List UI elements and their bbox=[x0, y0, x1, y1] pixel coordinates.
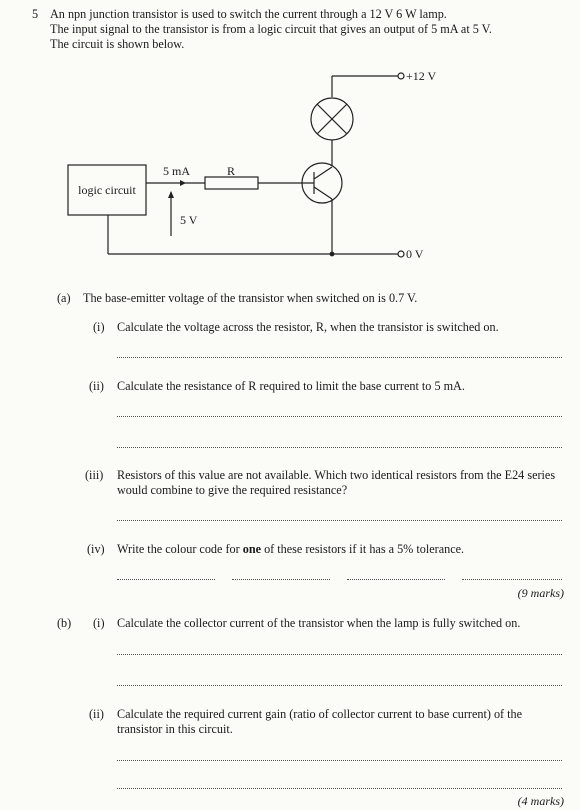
part-a-iv-text-bold: one bbox=[242, 542, 262, 556]
part-a-iv-text-pre: Write the colour code for bbox=[117, 542, 243, 556]
part-a-iv-number: (iv) bbox=[87, 542, 105, 556]
voltage-arrowhead-icon bbox=[168, 191, 174, 198]
part-b-ii-text-line-1: Calculate the required current gain (ratio of collector current to base current) of the bbox=[117, 707, 523, 721]
part-a-ii-text: Calculate the resistance of R required to limit the base current to 5 mA. bbox=[117, 379, 465, 393]
voltage-label: 5 V bbox=[180, 213, 198, 227]
answer-line-a-ii-1[interactable] bbox=[117, 416, 562, 417]
part-b-i-number: (i) bbox=[93, 616, 105, 630]
circuit-diagram bbox=[0, 0, 580, 280]
logic-circuit-label: logic circuit bbox=[78, 183, 136, 197]
junction-dot bbox=[330, 252, 335, 257]
answer-line-b-i-1[interactable] bbox=[117, 654, 562, 655]
question-number: 5 bbox=[32, 7, 39, 21]
part-a-iv-text-post: of these resistors if it has a 5% tolerance. bbox=[261, 542, 465, 556]
part-a-label: (a) bbox=[57, 291, 71, 305]
current-arrow-icon bbox=[180, 180, 186, 186]
ground-terminal bbox=[398, 251, 404, 257]
part-a-i-number: (i) bbox=[93, 320, 105, 334]
resistor-label: R bbox=[227, 164, 236, 178]
answer-line-a-iv-band-4[interactable] bbox=[462, 579, 562, 580]
question-intro-line-2: The input signal to the transistor is from a logic circuit that gives an output of 5 mA at 5 V. bbox=[50, 22, 492, 36]
answer-line-a-iv-band-1[interactable] bbox=[117, 579, 215, 580]
part-a-iii-text-line-2: would combine to give the required resistance? bbox=[117, 483, 348, 497]
answer-line-a-iv-band-3[interactable] bbox=[347, 579, 445, 580]
current-label: 5 mA bbox=[163, 164, 190, 178]
ground-label: 0 V bbox=[406, 247, 424, 261]
part-a-stem: The base-emitter voltage of the transistor when switched on is 0.7 V. bbox=[83, 291, 418, 305]
part-b-ii-number: (ii) bbox=[89, 707, 104, 721]
question-intro-line-3: The circuit is shown below. bbox=[50, 37, 185, 51]
part-a-iv-text bbox=[117, 542, 464, 556]
part-b-marks: (4 marks) bbox=[517, 794, 564, 808]
supply-terminal bbox=[398, 73, 404, 79]
answer-line-b-ii-2[interactable] bbox=[117, 788, 562, 789]
answer-line-a-ii-2[interactable] bbox=[117, 447, 562, 448]
answer-line-a-i[interactable] bbox=[117, 357, 562, 358]
part-a-marks: (9 marks) bbox=[517, 586, 564, 600]
resistor-icon bbox=[205, 177, 258, 189]
part-a-ii-number: (ii) bbox=[89, 379, 104, 393]
part-a-iii-text-line-1: Resistors of this value are not available. Which two identical resistors from the E24 series bbox=[117, 468, 556, 482]
answer-line-a-iii[interactable] bbox=[117, 520, 562, 521]
answer-line-a-iv-band-2[interactable] bbox=[232, 579, 330, 580]
question-intro-line-1: An npn junction transistor is used to switch the current through a 12 V 6 W lamp. bbox=[50, 7, 447, 21]
part-b-i-text: Calculate the collector current of the transistor when the lamp is fully switched on. bbox=[117, 616, 521, 630]
part-a-i-text: Calculate the voltage across the resistor, R, when the transistor is switched on. bbox=[117, 320, 499, 334]
answer-line-b-i-2[interactable] bbox=[117, 685, 562, 686]
part-b-label: (b) bbox=[57, 616, 72, 630]
part-b-ii-text-line-2: transistor in this circuit. bbox=[117, 722, 233, 736]
supply-label: +12 V bbox=[406, 69, 437, 83]
part-a-iii-number: (iii) bbox=[85, 468, 104, 482]
answer-line-b-ii-1[interactable] bbox=[117, 760, 562, 761]
